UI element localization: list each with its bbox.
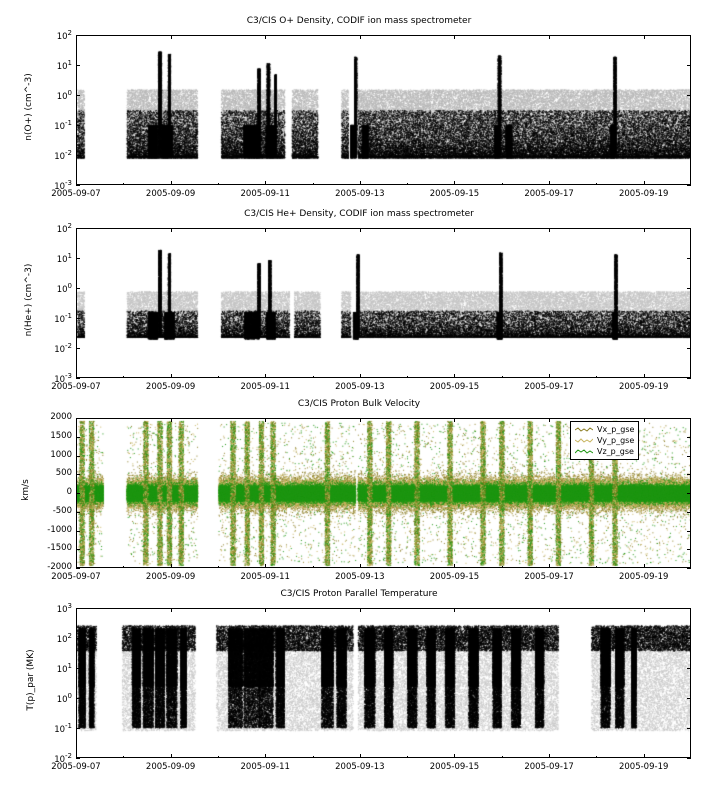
legend-line-icon: [575, 448, 593, 455]
y-tick-mark: [687, 437, 691, 438]
x-tick-label: 2005-09-15: [429, 189, 480, 199]
y-tick-mark: [687, 35, 691, 36]
y-tick-mark: [76, 758, 80, 759]
y-tick-label: -1500: [47, 543, 72, 554]
x-minor-tick: [407, 756, 408, 758]
x-tick-label: 2005-09-07: [51, 572, 101, 582]
y-tick-mark: [687, 698, 691, 699]
x-minor-tick: [171, 756, 172, 758]
y-tick-mark: [76, 549, 80, 550]
x-tick-mark: [454, 608, 455, 612]
plot-area-o-plus: [76, 35, 691, 185]
x-minor-tick: [502, 376, 503, 378]
x-tick-mark: [644, 228, 645, 232]
x-minor-tick: [265, 756, 266, 758]
y-tick-label: $10^{-1}$: [54, 312, 72, 325]
x-tick-mark: [171, 228, 172, 232]
y-tick-label: 2000: [50, 412, 72, 422]
y-tick-mark: [687, 728, 691, 729]
y-tick-mark: [687, 348, 691, 349]
x-tick-label: 2005-09-11: [240, 189, 290, 199]
y-tick-mark: [687, 668, 691, 669]
y-tick-mark: [76, 512, 80, 513]
x-minor-tick: [502, 756, 503, 758]
x-minor-tick: [313, 376, 314, 378]
y-tick-label: $10^2$: [56, 222, 72, 235]
x-tick-label: 2005-09-15: [429, 762, 480, 772]
x-tick-mark: [360, 228, 361, 232]
y-tick-mark: [76, 185, 80, 186]
y-tick-mark: [76, 155, 80, 156]
ylabel-velocity: km/s: [21, 479, 31, 501]
x-minor-tick: [502, 566, 503, 568]
y-tick-mark: [76, 456, 80, 457]
y-tick-label: $10^1$: [56, 252, 72, 265]
x-minor-tick: [454, 756, 455, 758]
y-tick-label: $10^{-3}$: [54, 179, 72, 192]
x-minor-tick: [360, 756, 361, 758]
x-tick-mark: [76, 564, 77, 568]
y-tick-mark: [76, 348, 80, 349]
y-tick-mark: [687, 318, 691, 319]
x-minor-tick: [407, 376, 408, 378]
x-tick-mark: [454, 228, 455, 232]
x-minor-tick: [313, 183, 314, 185]
x-tick-label: 2005-09-15: [429, 382, 480, 392]
y-tick-mark: [687, 258, 691, 259]
y-tick-label: 500: [55, 468, 72, 479]
y-tick-mark: [687, 418, 691, 419]
y-tick-label: $10^0$: [56, 692, 72, 705]
y-tick-label: $10^1$: [56, 662, 72, 675]
x-tick-label: 2005-09-09: [145, 762, 196, 772]
x-tick-mark: [644, 35, 645, 39]
panel-title-velocity: C3/CIS Proton Bulk Velocity: [297, 399, 421, 409]
y-tick-label: $10^{-2}$: [54, 752, 72, 765]
y-tick-mark: [687, 758, 691, 759]
x-tick-mark: [360, 608, 361, 612]
y-tick-label: $10^{-1}$: [54, 722, 72, 735]
y-tick-mark: [76, 65, 80, 66]
x-minor-tick: [123, 376, 124, 378]
x-minor-tick: [218, 183, 219, 185]
legend-label: Vy_p_gse: [597, 436, 635, 445]
legend-velocity: [570, 421, 639, 460]
x-minor-tick: [265, 376, 266, 378]
x-minor-tick: [596, 183, 597, 185]
x-minor-tick: [407, 566, 408, 568]
y-tick-mark: [687, 549, 691, 550]
y-tick-mark: [76, 531, 80, 532]
y-tick-mark: [76, 318, 80, 319]
y-tick-mark: [76, 95, 80, 96]
y-tick-label: $10^{-3}$: [54, 372, 72, 385]
y-tick-label: -1000: [47, 524, 72, 535]
y-tick-mark: [687, 493, 691, 494]
x-tick-mark: [265, 418, 266, 422]
y-tick-mark: [687, 456, 691, 457]
x-minor-tick: [360, 376, 361, 378]
x-tick-mark: [171, 35, 172, 39]
y-tick-mark: [687, 474, 691, 475]
x-minor-tick: [171, 566, 172, 568]
x-tick-mark: [76, 35, 77, 39]
x-tick-mark: [76, 181, 77, 185]
y-tick-mark: [76, 258, 80, 259]
y-tick-mark: [76, 493, 80, 494]
x-minor-tick: [502, 183, 503, 185]
y-tick-mark: [76, 288, 80, 289]
y-tick-label: -2000: [47, 562, 72, 572]
x-minor-tick: [123, 183, 124, 185]
y-tick-mark: [76, 474, 80, 475]
x-tick-label: 2005-09-13: [335, 382, 385, 392]
y-tick-mark: [687, 568, 691, 569]
x-tick-mark: [171, 418, 172, 422]
y-tick-label: $10^{-1}$: [54, 119, 72, 132]
y-tick-mark: [687, 608, 691, 609]
x-tick-label: 2005-09-15: [429, 572, 480, 582]
x-tick-label: 2005-09-07: [51, 382, 101, 392]
x-tick-label: 2005-09-07: [51, 762, 101, 772]
y-tick-mark: [687, 155, 691, 156]
legend-item: [575, 435, 634, 446]
x-minor-tick: [218, 566, 219, 568]
legend-item: [575, 446, 634, 457]
legend-item: [575, 424, 634, 435]
x-tick-label: 2005-09-07: [51, 189, 101, 199]
x-tick-label: 2005-09-09: [145, 572, 196, 582]
legend-line-icon: [575, 437, 593, 444]
x-minor-tick: [360, 183, 361, 185]
panel-title-temperature: C3/CIS Proton Parallel Temperature: [280, 589, 438, 599]
panel-title-he-plus: C3/CIS He+ Density, CODIF ion mass spectrometer: [244, 209, 474, 219]
x-tick-label: 2005-09-17: [524, 382, 574, 392]
x-minor-tick: [644, 566, 645, 568]
x-minor-tick: [265, 566, 266, 568]
y-tick-mark: [687, 288, 691, 289]
panel-proton-parallel-temperature: [0, 589, 718, 789]
x-minor-tick: [644, 756, 645, 758]
ylabel-he-plus: n(He+) (cm^-3): [24, 263, 34, 337]
plot-area-temperature: [76, 608, 691, 758]
x-tick-mark: [549, 228, 550, 232]
y-tick-label: 0: [66, 487, 72, 497]
x-tick-label: 2005-09-11: [240, 762, 290, 772]
x-minor-tick: [596, 756, 597, 758]
x-tick-mark: [265, 35, 266, 39]
y-tick-mark: [687, 378, 691, 379]
x-minor-tick: [407, 183, 408, 185]
panel-he-plus-density: [0, 209, 718, 399]
x-tick-label: 2005-09-19: [618, 572, 669, 582]
x-minor-tick: [313, 756, 314, 758]
x-minor-tick: [360, 566, 361, 568]
y-tick-label: $10^{-2}$: [54, 342, 72, 355]
y-tick-label: $10^{-2}$: [54, 149, 72, 162]
x-tick-mark: [360, 35, 361, 39]
x-minor-tick: [454, 183, 455, 185]
y-tick-mark: [76, 437, 80, 438]
x-minor-tick: [549, 756, 550, 758]
legend-line-icon: [575, 426, 593, 433]
y-tick-mark: [687, 512, 691, 513]
x-tick-mark: [454, 35, 455, 39]
x-minor-tick: [549, 183, 550, 185]
x-tick-mark: [549, 35, 550, 39]
y-tick-label: $10^3$: [56, 602, 72, 615]
y-tick-mark: [687, 65, 691, 66]
x-tick-label: 2005-09-13: [335, 762, 385, 772]
x-tick-mark: [76, 608, 77, 612]
panel-title-o-plus: C3/CIS O+ Density, CODIF ion mass spectrometer: [246, 16, 472, 26]
plot-area-he-plus: [76, 228, 691, 378]
y-tick-mark: [76, 378, 80, 379]
x-minor-tick: [265, 183, 266, 185]
x-minor-tick: [549, 376, 550, 378]
y-tick-mark: [687, 185, 691, 186]
y-tick-mark: [76, 568, 80, 569]
y-tick-label: -500: [52, 505, 72, 516]
x-tick-label: 2005-09-09: [145, 189, 196, 199]
y-tick-mark: [687, 638, 691, 639]
y-tick-mark: [76, 698, 80, 699]
x-tick-mark: [549, 608, 550, 612]
y-tick-label: $10^2$: [56, 632, 72, 645]
x-tick-mark: [360, 418, 361, 422]
x-tick-mark: [76, 228, 77, 232]
x-tick-label: 2005-09-13: [335, 189, 385, 199]
y-tick-label: 1500: [50, 430, 72, 441]
x-minor-tick: [123, 566, 124, 568]
y-tick-label: $10^2$: [56, 29, 72, 42]
y-tick-label: $10^0$: [56, 89, 72, 102]
y-tick-mark: [76, 668, 80, 669]
x-tick-mark: [644, 608, 645, 612]
x-tick-label: 2005-09-17: [524, 572, 574, 582]
x-tick-mark: [549, 418, 550, 422]
x-minor-tick: [123, 756, 124, 758]
x-minor-tick: [218, 376, 219, 378]
x-tick-label: 2005-09-17: [524, 189, 574, 199]
x-minor-tick: [644, 376, 645, 378]
x-tick-label: 2005-09-11: [240, 572, 290, 582]
ylabel-o-plus: n(O+) (cm^-3): [24, 73, 34, 141]
x-tick-mark: [265, 228, 266, 232]
legend-label: Vz_p_gse: [597, 447, 634, 456]
x-minor-tick: [644, 183, 645, 185]
ylabel-temperature: T(p)_par (MK): [26, 649, 36, 711]
x-minor-tick: [596, 566, 597, 568]
panel-o-plus-density: [0, 16, 718, 206]
x-minor-tick: [549, 566, 550, 568]
x-tick-mark: [171, 608, 172, 612]
x-tick-label: 2005-09-13: [335, 572, 385, 582]
y-tick-mark: [76, 728, 80, 729]
x-minor-tick: [171, 183, 172, 185]
x-tick-label: 2005-09-09: [145, 382, 196, 392]
x-tick-label: 2005-09-19: [618, 189, 669, 199]
x-minor-tick: [218, 756, 219, 758]
x-minor-tick: [171, 376, 172, 378]
x-minor-tick: [596, 376, 597, 378]
x-tick-mark: [644, 418, 645, 422]
y-tick-mark: [687, 531, 691, 532]
x-tick-mark: [76, 374, 77, 378]
y-tick-label: 1000: [50, 449, 72, 460]
y-tick-mark: [687, 95, 691, 96]
x-tick-mark: [454, 418, 455, 422]
x-minor-tick: [454, 376, 455, 378]
y-tick-mark: [76, 638, 80, 639]
x-tick-label: 2005-09-19: [618, 382, 669, 392]
x-tick-label: 2005-09-19: [618, 762, 669, 772]
x-tick-mark: [76, 418, 77, 422]
y-tick-mark: [687, 228, 691, 229]
x-tick-mark: [265, 608, 266, 612]
x-tick-label: 2005-09-11: [240, 382, 290, 392]
y-tick-label: $10^1$: [56, 59, 72, 72]
y-tick-mark: [687, 125, 691, 126]
legend-label: Vx_p_gse: [597, 425, 635, 434]
x-minor-tick: [313, 566, 314, 568]
y-tick-label: $10^0$: [56, 282, 72, 295]
x-tick-mark: [76, 754, 77, 758]
panel-proton-bulk-velocity: [0, 399, 718, 589]
x-minor-tick: [454, 566, 455, 568]
y-tick-mark: [76, 125, 80, 126]
x-tick-label: 2005-09-17: [524, 762, 574, 772]
